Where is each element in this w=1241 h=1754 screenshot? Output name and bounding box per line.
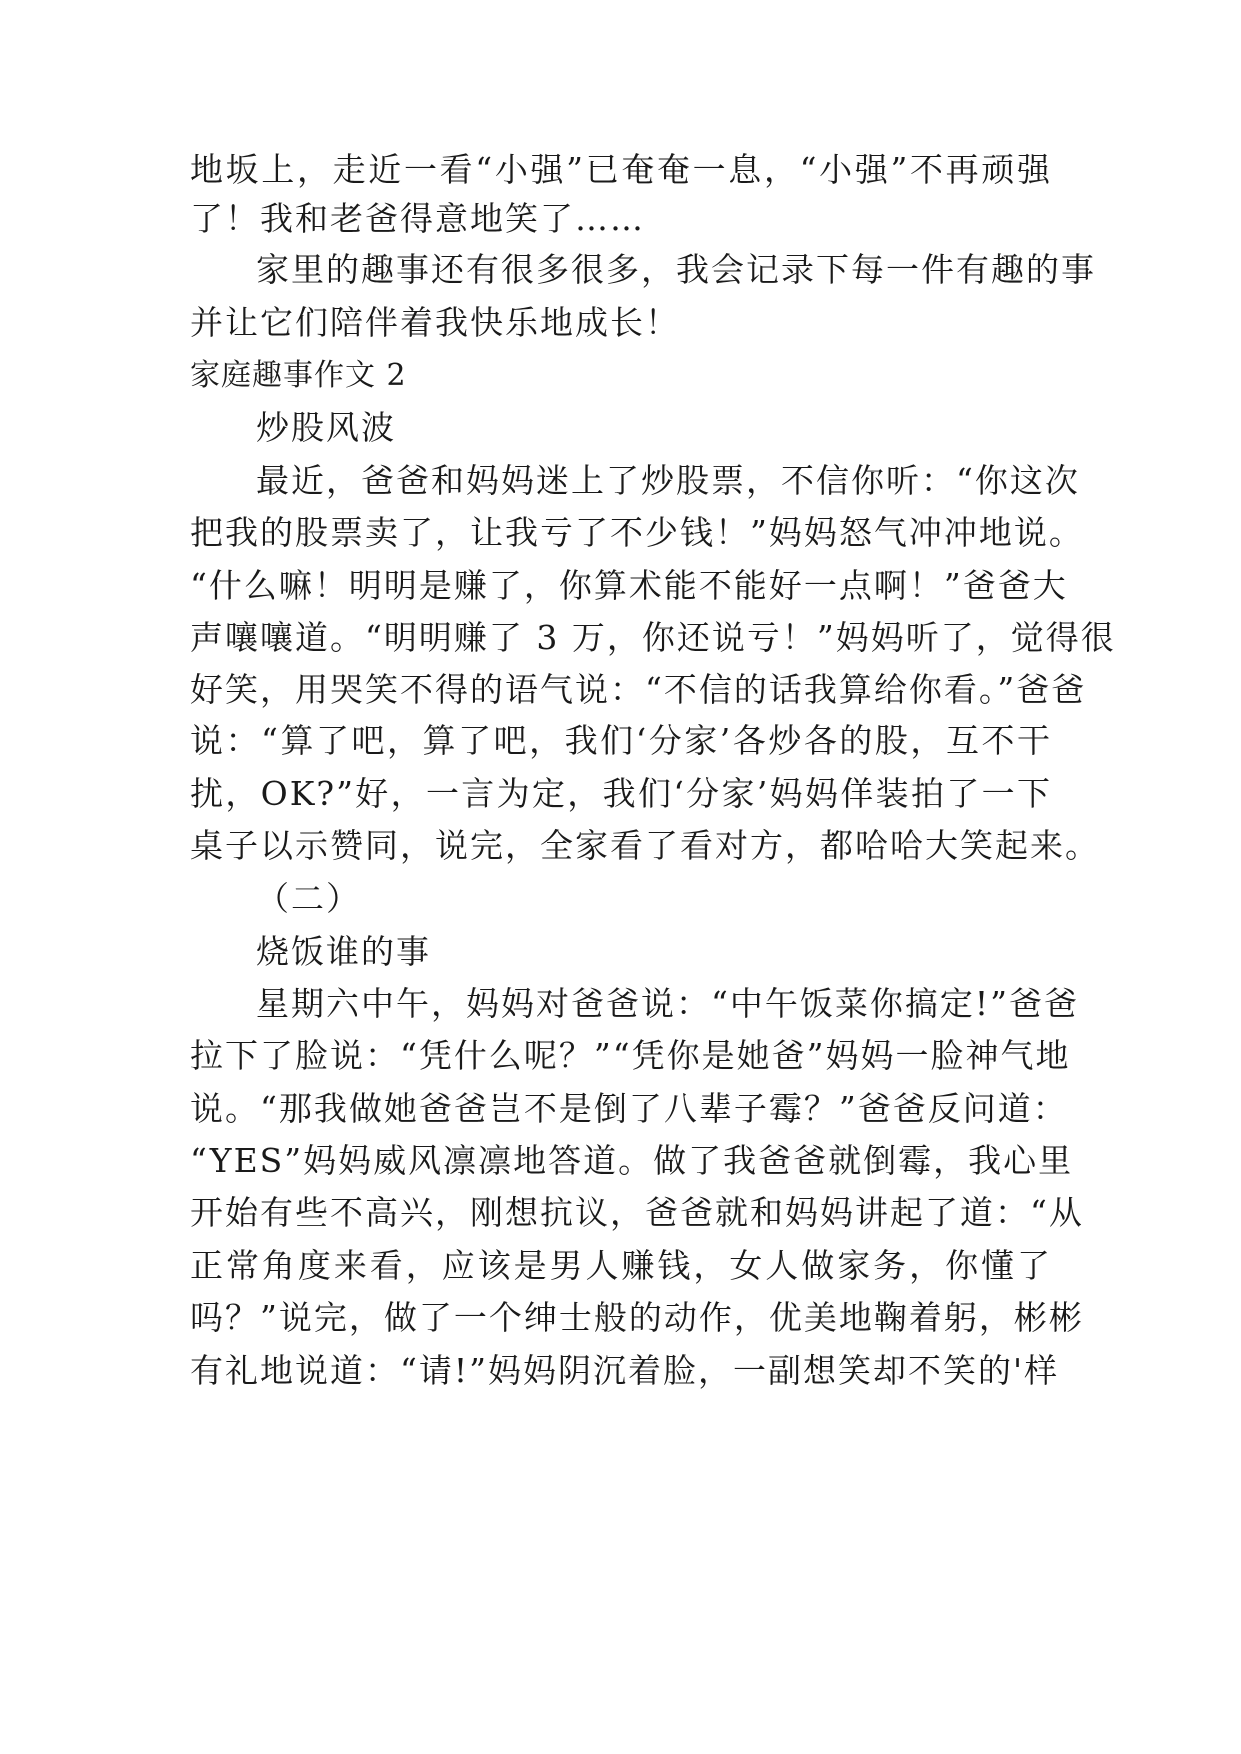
text-line: 最近，爸爸和妈妈迷上了炒股票，不信你听：“你这次 — [256, 461, 1080, 500]
text-line: 桌子以示赞同，说完，全家看了看对方，都哈哈大笑起来。 — [190, 826, 1100, 865]
text-line: 并让它们陪伴着我快乐地成长！ — [190, 303, 680, 342]
text-line: 扰，OK?”好，一言为定，我们‘分家’妈妈佯装拍了一下 — [190, 774, 1052, 813]
text-line: 星期六中午，妈妈对爸爸说：“中午饭菜你搞定!”爸爸 — [256, 984, 1080, 1023]
text-line: 家里的趣事还有很多很多，我会记录下每一件有趣的事 — [256, 250, 1096, 289]
text-line: “什么嘛！明明是赚了，你算术能不能好一点啊！”爸爸大 — [190, 566, 1068, 605]
text-line: 声嚷嚷道。“明明赚了 3 万，你还说亏！”妈妈听了，觉得很 — [190, 618, 1116, 657]
text-line: 吗？”说完，做了一个绅士般的动作，优美地鞠着躬，彬彬 — [190, 1298, 1084, 1337]
text-line: 说：“算了吧，算了吧，我们‘分家’各炒各的股，互不干 — [190, 721, 1052, 760]
text-line: 好笑，用哭笑不得的语气说：“不信的话我算给你看。”爸爸 — [190, 670, 1087, 709]
text-line: 把我的股票卖了，让我亏了不少钱！”妈妈怒气冲冲地说。 — [190, 513, 1084, 552]
text-line: 地坂上，走近一看“小强”已奄奄一息，“小强”不再顽强 — [190, 150, 1052, 189]
essay-title: 烧饭谁的事 — [256, 932, 431, 971]
section-marker: （二） — [256, 879, 361, 918]
text-line: 开始有些不高兴，刚想抗议，爸爸就和妈妈讲起了道：“从 — [190, 1193, 1084, 1232]
section-heading: 家庭趣事作文 2 — [190, 358, 407, 393]
text-line: 有礼地说道：“请!”妈妈阴沉着脸，一副想笑却不笑的'样 — [190, 1351, 1060, 1390]
text-line: 说。“那我做她爸爸岂不是倒了八辈子霉？”爸爸反问道： — [190, 1089, 1068, 1128]
text-line: 拉下了脸说：“凭什么呢？”“凭你是她爸”妈妈一脸神气地 — [190, 1036, 1071, 1075]
text-line: 了！我和老爸得意地笑了…… — [190, 199, 645, 238]
essay-title: 炒股风波 — [256, 408, 396, 447]
text-line: “YES”妈妈威风凛凛地答道。做了我爸爸就倒霉，我心里 — [190, 1141, 1074, 1180]
text-line: 正常角度来看，应该是男人赚钱，女人做家务，你懂了 — [190, 1246, 1052, 1285]
